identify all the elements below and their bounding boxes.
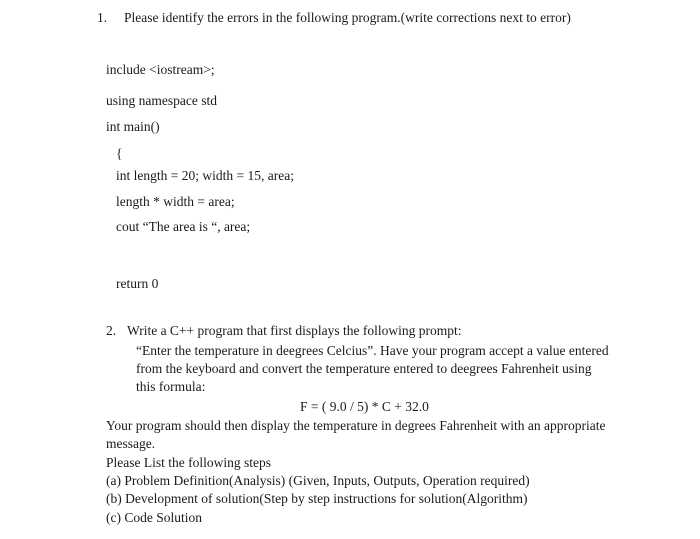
step-item: (b) Development of solution(Step by step instructions for solution(Algorithm) xyxy=(106,491,528,506)
code-line: length * width = area; xyxy=(116,194,235,209)
code-line: int length = 20; width = 15, area; xyxy=(116,168,294,183)
quote-line: this formula: xyxy=(136,379,206,394)
question-2-intro: Write a C++ program that first displays the following prompt: xyxy=(127,323,462,338)
question-1-number: 1. xyxy=(97,10,108,25)
code-line: cout “The area is “, area; xyxy=(116,219,251,234)
question-1-prompt: Please identify the errors in the following program.(write corrections next to error) xyxy=(124,10,571,25)
code-line: return 0 xyxy=(116,276,159,291)
code-line: include <iostream>; xyxy=(106,62,215,77)
code-line: { xyxy=(116,146,123,161)
formula: F = ( 9.0 / 5) * C + 32.0 xyxy=(300,399,429,414)
after-line: message. xyxy=(106,436,156,451)
steps-heading: Please List the following steps xyxy=(106,455,271,470)
code-line: using namespace std xyxy=(106,93,217,108)
question-2-number: 2. xyxy=(106,323,117,338)
quote-line: “Enter the temperature in deegrees Celcius”. Have your program accept a value entered xyxy=(136,343,609,358)
step-item: (a) Problem Definition(Analysis) (Given, Inputs, Outputs, Operation required) xyxy=(106,473,530,488)
step-item: (c) Code Solution xyxy=(106,510,202,525)
after-line: Your program should then display the temperature in degrees Fahrenheit with an appropriate xyxy=(106,418,606,433)
code-line: int main() xyxy=(106,119,160,134)
quote-line: from the keyboard and convert the temperature entered to deegrees Fahrenheit using xyxy=(136,361,592,376)
